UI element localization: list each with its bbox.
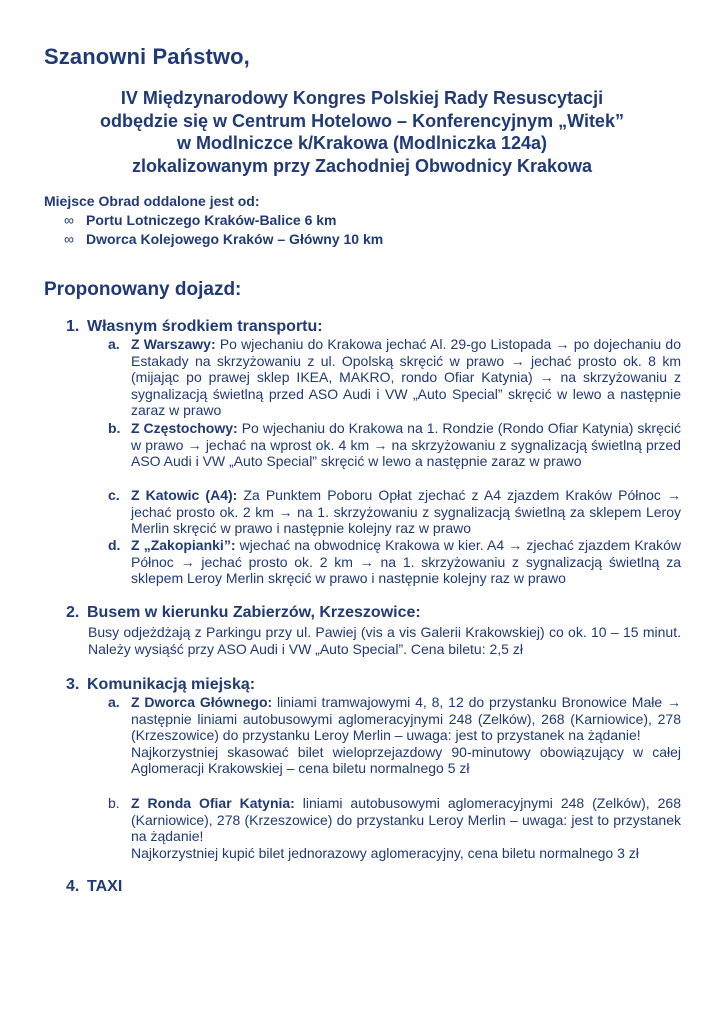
intro-line: odbędzie się w Centrum Hotelowo – Konferencyjnym „Witek” [100,110,624,131]
route-item [108,694,681,777]
arrow-right-icon: → [359,553,374,570]
route-text: jechać prosto ok. 8 km (mijając po prawej sklep IKEA, MAKRO, rondo Ofiar Katynia) [131,352,681,386]
item-letter: d. [108,537,121,553]
arrow-right-icon: → [373,436,388,453]
route-item [108,537,681,587]
route-text: Po wjechaniu do Krakowa na 1. Rondzie (Rondo Ofiar Katynia) skręcić w prawo [131,420,681,453]
route-text: na 1. skrzyżowaniu z sygnalizacją świetlną za sklepem Leroy Merlin skręcić w prawo i następnie kolejny raz w prawo [131,503,682,537]
intro-line: w Modlniczce k/Krakowa (Modlniczka 124a) [176,133,548,153]
route-text: na skrzyżowaniu z sygnalizacją świetlną przed ASO Audi i VW „Auto Special” skręcić w lewo a następnie zaraz w prawo [131,436,681,470]
item-letter: b. [108,795,120,811]
route-label: Z Częstochowy: [131,420,238,436]
route-text: jechać na wprost ok. 4 km [201,436,374,453]
arrow-right-icon: → [539,369,554,386]
route-label: Z Dworca Głównego: [131,694,273,710]
section-title-text: Komunikacją miejską: [87,676,256,693]
section-title [66,318,323,336]
arrow-right-icon: → [555,336,570,352]
arrow-right-icon: → [180,553,195,570]
distance-item [64,230,383,249]
section-title-text: TAXI [87,878,123,895]
route-text: Za Punktem Poboru Opłat zjechać z A4 zjazdem Kraków Północ [237,487,668,503]
arrow-right-icon: → [510,352,525,369]
distance-heading: Miejsce Obrad oddalone jest od: [44,193,260,209]
section-title [66,604,421,622]
intro-line: IV Międzynarodowy Kongres Polskiej Rady Resuscytacji [120,88,604,108]
route-text: jechać prosto ok. 2 km [194,553,360,570]
section-number: 2. [66,604,80,621]
route-text: jechać prosto ok. 2 km [131,503,279,520]
route-text: następnie liniami autobusowymi aglomeracyjnymi 248 (Zelków), 268 (Karniowice), 278 (Krzeszowice) do przystanku Leroy Merlin – uwaga: jest to przystanek na żądanie! [131,710,681,744]
ticket-note: Najkorzystniej kupić bilet jednorazowy aglomeracyjny, cena biletu normalnego 3 zł [131,844,639,861]
item-letter: a. [108,336,120,352]
section-title-text: Własnym środkiem transportu: [87,318,323,335]
section-number: 3. [66,676,80,693]
route-item [108,795,681,861]
arrow-right-icon: → [187,436,202,453]
route-text: zjechać zjazdem Kraków Północ [131,537,681,570]
item-letter: c. [108,487,120,503]
section-number: 4. [66,878,80,895]
route-text: Po wjechaniu do Krakowa jechać Al. 29-go Listopada [215,336,556,352]
route-text: wjechać na obwodnicę Krakowa w kier. A4 [235,537,509,553]
distance-item-text: Portu Lotniczego Kraków-Balice 6 km [86,212,337,228]
route-text: po dojechaniu do Estakady na skrzyżowaniu z ul. Opolską skręcić w prawo [131,336,681,369]
greeting-heading: Szanowni Państwo, [44,44,250,69]
route-label: Z Warszawy: [131,336,216,352]
section-title-text: Busem w kierunku Zabierzów, Krzeszowice: [87,604,421,621]
item-letter: a. [108,694,120,710]
route-text: na skrzyżowaniu z sygnalizacją świetlną przed ASO Audi i VW „Auto Special” skręcić w lewo a następnie zaraz w prawo [131,369,681,419]
route-label: Z Katowic (A4): [131,487,238,503]
route-item [108,487,681,537]
route-text: na 1. skrzyżowaniu z sygnalizacją świetlną za sklepem Leroy Merlin skręcić w prawo i następnie kolejny raz w prawo [131,553,681,587]
bus-description: Busy odjeżdżają z Parkingu przy ul. Pawiej (vis a vis Galerii Krakowskiej) co ok. 10 – 15 minut. Należy wysiąść przy ASO Audi i VW „Auto Special”. Cena biletu: 2,5 zł [88,624,681,657]
route-text: liniami tramwajowymi 4, 8, 12 do przystanku Bronowice Małe [272,694,667,710]
distance-item [64,211,383,230]
section-title [66,676,255,694]
intro-line: zlokalizowanym przy Zachodniej Obwodnicy Krakowa [131,155,593,176]
ticket-note: Najkorzystniej skasować bilet wieloprzejazdowy 90-minutowy obowiązujący w całej Aglomeracji Krakowskiej – cena biletu normalnego 5 zł [131,743,681,777]
section-title [66,878,122,896]
congress-intro [40,87,684,177]
arrow-right-icon: → [508,537,523,553]
route-item [108,420,681,470]
route-text: liniami autobusowymi aglomeracyjnymi 248 (Zelków), 268 (Karniowice), 278 (Krzeszowice) do przystanku Leroy Merlin – uwaga: jest to przystanek na żądanie! [131,795,682,845]
proposed-heading: Proponowany dojazd: [44,279,242,300]
infinity-bullet-icon: ∞ [64,231,74,247]
arrow-right-icon: → [667,487,682,503]
section-number: 1. [66,318,80,335]
item-letter: b. [108,420,121,436]
route-item [108,336,681,419]
distance-item-text: Dworca Kolejowego Kraków – Główny 10 km [86,231,384,247]
infinity-bullet-icon: ∞ [64,212,74,228]
route-label: Z Ronda Ofiar Katynia: [131,795,295,811]
route-label: Z „Zakopianki”: [131,537,236,553]
arrow-right-icon: → [278,503,293,520]
distance-block [44,192,383,249]
arrow-right-icon: → [667,694,681,710]
